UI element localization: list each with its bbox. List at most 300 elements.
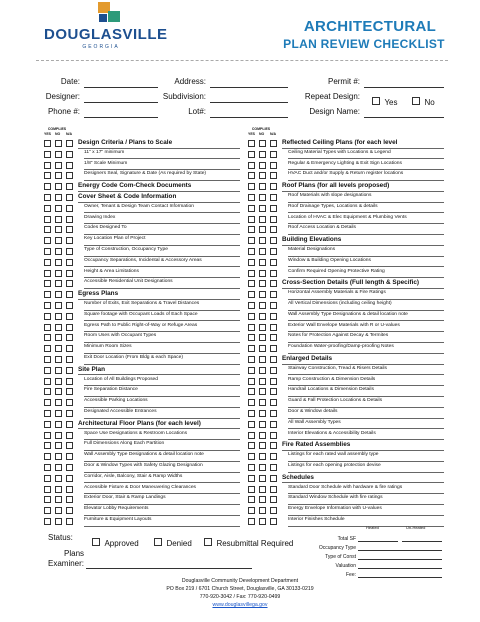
complies-na-checkbox[interactable]: [270, 367, 277, 374]
complies-yes-checkbox[interactable]: [248, 399, 255, 406]
complies-yes-checkbox[interactable]: [44, 313, 51, 320]
complies-yes-checkbox[interactable]: [44, 345, 51, 352]
complies-na-checkbox[interactable]: [66, 496, 73, 503]
complies-yes-checkbox[interactable]: [44, 162, 51, 169]
complies-yes-checkbox[interactable]: [248, 464, 255, 471]
complies-na-checkbox[interactable]: [66, 432, 73, 439]
complies-na-checkbox[interactable]: [270, 442, 277, 449]
complies-yes-checkbox[interactable]: [44, 507, 51, 514]
complies-yes-checkbox[interactable]: [248, 378, 255, 385]
unheated-sf-field[interactable]: [402, 541, 442, 542]
examiner-field[interactable]: [86, 568, 252, 569]
complies-no-checkbox[interactable]: [259, 334, 266, 341]
complies-na-checkbox[interactable]: [270, 205, 277, 212]
complies-yes-checkbox[interactable]: [248, 162, 255, 169]
complies-na-checkbox[interactable]: [270, 356, 277, 363]
complies-no-checkbox[interactable]: [259, 237, 266, 244]
date-label: Date:: [60, 77, 80, 86]
complies-no-checkbox[interactable]: [55, 388, 62, 395]
complies-no-checkbox[interactable]: [55, 302, 62, 309]
section-heading: Architectural Floor Plans (for each level): [78, 419, 201, 427]
right-checklist-row: [248, 462, 444, 473]
left-no-header: NO: [55, 132, 61, 136]
approved-option[interactable]: [92, 533, 139, 551]
complies-no-checkbox[interactable]: [55, 226, 62, 233]
complies-yes-checkbox[interactable]: [248, 194, 255, 201]
complies-no-checkbox[interactable]: [55, 442, 62, 449]
complies-na-checkbox[interactable]: [270, 453, 277, 460]
occupancy-type-field[interactable]: [358, 550, 442, 551]
complies-yes-checkbox[interactable]: [248, 518, 255, 525]
complies-yes-checkbox[interactable]: [248, 280, 255, 287]
complies-yes-checkbox[interactable]: [248, 421, 255, 428]
right-checklist-row: [248, 440, 444, 451]
complies-no-checkbox[interactable]: [259, 345, 266, 352]
complies-yes-checkbox[interactable]: [248, 496, 255, 503]
complies-yes-checkbox[interactable]: [248, 324, 255, 331]
complies-yes-checkbox[interactable]: [44, 486, 51, 493]
checklist-item-label: Drawing Index: [84, 214, 116, 220]
complies-na-checkbox[interactable]: [270, 475, 277, 482]
checklist-item-label: Location of HVAC & Elec Equipment & Plumbing Vents: [288, 214, 407, 220]
complies-no-checkbox[interactable]: [55, 270, 62, 277]
left-complies-header: COMPLIES: [47, 127, 67, 131]
address-label: Address:: [174, 77, 206, 86]
complies-no-checkbox[interactable]: [55, 248, 62, 255]
complies-yes-checkbox[interactable]: [44, 421, 51, 428]
complies-na-checkbox[interactable]: [66, 205, 73, 212]
no-checkbox[interactable]: [412, 97, 420, 105]
resubmittal-checkbox[interactable]: [204, 538, 212, 546]
complies-na-checkbox[interactable]: [270, 486, 277, 493]
right-checklist-row: [248, 224, 444, 235]
complies-yes-checkbox[interactable]: [44, 496, 51, 503]
complies-yes-checkbox[interactable]: [248, 388, 255, 395]
checklist-item-label: Elevator Lobby Requirements: [84, 506, 149, 512]
complies-yes-checkbox[interactable]: [44, 194, 51, 201]
complies-na-checkbox[interactable]: [66, 421, 73, 428]
complies-no-checkbox[interactable]: [259, 442, 266, 449]
complies-yes-checkbox[interactable]: [44, 475, 51, 482]
complies-yes-checkbox[interactable]: [248, 172, 255, 179]
fee-field[interactable]: [358, 577, 442, 578]
complies-na-checkbox[interactable]: [66, 410, 73, 417]
checklist-item-label: Room Uses with Occupant Types: [84, 333, 157, 339]
right-no-header: NO: [259, 132, 265, 136]
complies-no-checkbox[interactable]: [55, 464, 62, 471]
complies-na-checkbox[interactable]: [66, 194, 73, 201]
complies-na-checkbox[interactable]: [270, 216, 277, 223]
complies-no-checkbox[interactable]: [55, 259, 62, 266]
complies-na-checkbox[interactable]: [270, 237, 277, 244]
complies-yes-checkbox[interactable]: [44, 518, 51, 525]
left-checklist-row: [44, 484, 240, 495]
approved-checkbox[interactable]: [92, 538, 100, 546]
complies-yes-checkbox[interactable]: [44, 291, 51, 298]
complies-na-checkbox[interactable]: [270, 421, 277, 428]
complies-yes-checkbox[interactable]: [44, 356, 51, 363]
designer-field[interactable]: [84, 102, 158, 103]
complies-no-checkbox[interactable]: [259, 291, 266, 298]
complies-yes-checkbox[interactable]: [44, 280, 51, 287]
yes-checkbox[interactable]: [372, 97, 380, 105]
complies-no-checkbox[interactable]: [259, 270, 266, 277]
complies-no-checkbox[interactable]: [55, 205, 62, 212]
checklist-item-label: Ceiling Material Types with Locations & Legend: [288, 149, 391, 155]
complies-na-checkbox[interactable]: [66, 291, 73, 298]
complies-yes-checkbox[interactable]: [44, 140, 51, 147]
complies-yes-checkbox[interactable]: [248, 216, 255, 223]
complies-na-checkbox[interactable]: [270, 140, 277, 147]
checklist-item-label: Exterior Door, Stair & Ramp Landings: [84, 495, 166, 501]
complies-na-checkbox[interactable]: [270, 345, 277, 352]
type-const-field[interactable]: [358, 559, 442, 560]
complies-yes-checkbox[interactable]: [248, 486, 255, 493]
complies-na-checkbox[interactable]: [270, 313, 277, 320]
complies-na-checkbox[interactable]: [66, 140, 73, 147]
complies-no-checkbox[interactable]: [55, 486, 62, 493]
complies-na-checkbox[interactable]: [66, 507, 73, 514]
complies-yes-checkbox[interactable]: [248, 475, 255, 482]
complies-yes-checkbox[interactable]: [44, 367, 51, 374]
complies-no-checkbox[interactable]: [259, 486, 266, 493]
complies-na-checkbox[interactable]: [66, 302, 73, 309]
complies-no-checkbox[interactable]: [259, 172, 266, 179]
complies-yes-checkbox[interactable]: [248, 291, 255, 298]
complies-yes-checkbox[interactable]: [44, 183, 51, 190]
complies-na-checkbox[interactable]: [66, 183, 73, 190]
complies-na-checkbox[interactable]: [270, 464, 277, 471]
left-checklist-row: [44, 516, 240, 527]
checklist-item-label: Designated Accessible Entrances: [84, 409, 157, 414]
checklist-item-label: Fire Separation Distance: [84, 387, 138, 393]
checklist-item-label: Key Location Plan of Project: [84, 236, 146, 242]
subdivision-field[interactable]: [210, 102, 288, 103]
complies-no-checkbox[interactable]: [55, 216, 62, 223]
type-const-label: Type of Const: [325, 554, 356, 560]
valuation-field[interactable]: [358, 568, 442, 569]
complies-na-checkbox[interactable]: [270, 507, 277, 514]
complies-no-checkbox[interactable]: [55, 356, 62, 363]
complies-no-checkbox[interactable]: [259, 388, 266, 395]
complies-yes-checkbox[interactable]: [248, 453, 255, 460]
complies-yes-checkbox[interactable]: [248, 248, 255, 255]
complies-no-checkbox[interactable]: [259, 302, 266, 309]
complies-na-checkbox[interactable]: [66, 280, 73, 287]
left-checklist-row: [44, 203, 240, 214]
checklist-item-label: Exit Door Location (From Bldg & each Space): [84, 355, 183, 360]
left-checklist-row: [44, 214, 240, 225]
complies-na-checkbox[interactable]: [66, 172, 73, 179]
complies-no-checkbox[interactable]: [259, 507, 266, 514]
complies-no-checkbox[interactable]: [55, 291, 62, 298]
complies-na-checkbox[interactable]: [66, 270, 73, 277]
complies-yes-checkbox[interactable]: [248, 410, 255, 417]
section-heading: Roof Plans (for all levels proposed): [282, 182, 390, 190]
complies-na-checkbox[interactable]: [66, 399, 73, 406]
unheated-header: Un-Heated: [406, 525, 426, 530]
complies-yes-checkbox[interactable]: [44, 172, 51, 179]
complies-yes-checkbox[interactable]: [44, 216, 51, 223]
complies-na-checkbox[interactable]: [270, 388, 277, 395]
complies-yes-checkbox[interactable]: [44, 237, 51, 244]
complies-no-checkbox[interactable]: [259, 464, 266, 471]
page-subtitle: PLAN REVIEW CHECKLIST: [283, 37, 445, 51]
complies-no-checkbox[interactable]: [259, 453, 266, 460]
examiner-label: Examiner:: [48, 559, 85, 568]
complies-yes-checkbox[interactable]: [248, 313, 255, 320]
complies-no-checkbox[interactable]: [259, 216, 266, 223]
complies-yes-checkbox[interactable]: [248, 507, 255, 514]
complies-no-checkbox[interactable]: [55, 280, 62, 287]
complies-yes-checkbox[interactable]: [248, 259, 255, 266]
complies-na-checkbox[interactable]: [66, 334, 73, 341]
complies-na-checkbox[interactable]: [270, 248, 277, 255]
complies-na-checkbox[interactable]: [270, 432, 277, 439]
complies-no-checkbox[interactable]: [259, 496, 266, 503]
complies-na-checkbox[interactable]: [66, 324, 73, 331]
denied-checkbox[interactable]: [154, 538, 162, 546]
complies-no-checkbox[interactable]: [259, 226, 266, 233]
complies-na-checkbox[interactable]: [270, 162, 277, 169]
complies-yes-checkbox[interactable]: [44, 151, 51, 158]
complies-na-checkbox[interactable]: [270, 194, 277, 201]
complies-no-checkbox[interactable]: [55, 496, 62, 503]
complies-yes-checkbox[interactable]: [248, 356, 255, 363]
complies-na-checkbox[interactable]: [66, 216, 73, 223]
complies-na-checkbox[interactable]: [270, 399, 277, 406]
complies-no-checkbox[interactable]: [55, 237, 62, 244]
heated-header: Heated: [366, 525, 379, 530]
complies-yes-checkbox[interactable]: [44, 226, 51, 233]
complies-no-checkbox[interactable]: [55, 334, 62, 341]
complies-no-checkbox[interactable]: [259, 475, 266, 482]
complies-no-checkbox[interactable]: [259, 378, 266, 385]
complies-no-checkbox[interactable]: [259, 248, 266, 255]
checklist-item-label: Minimum Room Sizes: [84, 344, 132, 350]
complies-yes-checkbox[interactable]: [44, 399, 51, 406]
right-checklist-row: [248, 268, 444, 279]
complies-na-checkbox[interactable]: [66, 356, 73, 363]
left-checklist-row: [44, 311, 240, 322]
complies-yes-checkbox[interactable]: [248, 270, 255, 277]
complies-yes-checkbox[interactable]: [248, 226, 255, 233]
right-checklist-row: [248, 289, 444, 300]
complies-na-checkbox[interactable]: [66, 162, 73, 169]
complies-no-checkbox[interactable]: [259, 432, 266, 439]
complies-no-checkbox[interactable]: [259, 421, 266, 428]
checklist-item-label: Egress Path to Public Right-of-Way or Refuge Areas: [84, 322, 198, 328]
checklist-item-label: Confirm Required Opening Protective Rating: [288, 268, 385, 274]
right-checklist-row: [248, 332, 444, 343]
complies-no-checkbox[interactable]: [259, 140, 266, 147]
complies-yes-checkbox[interactable]: [44, 259, 51, 266]
complies-na-checkbox[interactable]: [66, 226, 73, 233]
address-field[interactable]: [210, 87, 288, 88]
complies-no-checkbox[interactable]: [259, 205, 266, 212]
design-name-field[interactable]: [364, 117, 444, 118]
complies-yes-checkbox[interactable]: [248, 205, 255, 212]
complies-no-checkbox[interactable]: [259, 280, 266, 287]
complies-na-checkbox[interactable]: [270, 378, 277, 385]
denied-option[interactable]: [154, 533, 192, 551]
complies-no-checkbox[interactable]: [55, 507, 62, 514]
complies-na-checkbox[interactable]: [270, 302, 277, 309]
checklist-item-label: Exterior Wall Envelope Materials with R or U-values: [288, 322, 400, 328]
repeat-design-yes[interactable]: [372, 92, 398, 110]
complies-no-checkbox[interactable]: [55, 162, 62, 169]
complies-no-checkbox[interactable]: [259, 324, 266, 331]
complies-no-checkbox[interactable]: [259, 259, 266, 266]
complies-yes-checkbox[interactable]: [44, 324, 51, 331]
permit-label: Permit #:: [327, 77, 360, 86]
complies-na-checkbox[interactable]: [270, 172, 277, 179]
complies-no-checkbox[interactable]: [55, 475, 62, 482]
complies-na-checkbox[interactable]: [270, 270, 277, 277]
checklist-item-label: All Vertical Dimensions (including ceiling height): [288, 301, 392, 306]
complies-na-checkbox[interactable]: [66, 475, 73, 482]
complies-no-checkbox[interactable]: [55, 421, 62, 428]
checklist-item-label: Accessible Fixture & Door Maneuvering Clearances: [84, 484, 196, 490]
complies-yes-checkbox[interactable]: [248, 334, 255, 341]
lot-field[interactable]: [210, 117, 288, 118]
permit-field[interactable]: [364, 87, 444, 88]
left-checklist-row: [44, 386, 240, 397]
complies-yes-checkbox[interactable]: [44, 464, 51, 471]
phone-field[interactable]: [84, 117, 158, 118]
complies-na-checkbox[interactable]: [66, 259, 73, 266]
complies-na-checkbox[interactable]: [270, 183, 277, 190]
complies-na-checkbox[interactable]: [66, 453, 73, 460]
section-heading: Schedules: [282, 473, 314, 481]
complies-na-checkbox[interactable]: [66, 345, 73, 352]
complies-no-checkbox[interactable]: [55, 172, 62, 179]
complies-no-checkbox[interactable]: [259, 367, 266, 374]
repeat-design-no[interactable]: [412, 92, 435, 110]
complies-yes-checkbox[interactable]: [44, 410, 51, 417]
complies-yes-checkbox[interactable]: [248, 140, 255, 147]
complies-yes-checkbox[interactable]: [248, 302, 255, 309]
complies-na-checkbox[interactable]: [66, 518, 73, 525]
complies-no-checkbox[interactable]: [259, 183, 266, 190]
complies-no-checkbox[interactable]: [259, 151, 266, 158]
complies-na-checkbox[interactable]: [270, 259, 277, 266]
complies-yes-checkbox[interactable]: [44, 270, 51, 277]
left-checklist-row: [44, 354, 240, 365]
complies-no-checkbox[interactable]: [55, 183, 62, 190]
complies-no-checkbox[interactable]: [259, 356, 266, 363]
complies-yes-checkbox[interactable]: [44, 442, 51, 449]
complies-no-checkbox[interactable]: [55, 399, 62, 406]
checklist-item-label: Interior Finishes Schedule: [288, 517, 345, 522]
complies-no-checkbox[interactable]: [55, 151, 62, 158]
complies-yes-checkbox[interactable]: [248, 151, 255, 158]
checklist-item-label: Wall Assembly Type Designations & detail location note: [288, 311, 408, 317]
complies-na-checkbox[interactable]: [270, 324, 277, 331]
complies-yes-checkbox[interactable]: [248, 442, 255, 449]
complies-na-checkbox[interactable]: [66, 442, 73, 449]
right-complies-header: COMPLIES: [251, 127, 271, 131]
checklist-item-label: Stairway Construction, Tread & Risers Details: [288, 365, 387, 371]
complies-na-checkbox[interactable]: [66, 248, 73, 255]
complies-na-checkbox[interactable]: [66, 378, 73, 385]
date-field[interactable]: [84, 87, 158, 88]
complies-yes-checkbox[interactable]: [248, 345, 255, 352]
right-checklist-row: [248, 300, 444, 311]
complies-no-checkbox[interactable]: [55, 324, 62, 331]
complies-na-checkbox[interactable]: [66, 313, 73, 320]
resubmittal-option[interactable]: [204, 533, 293, 551]
complies-na-checkbox[interactable]: [270, 151, 277, 158]
complies-no-checkbox[interactable]: [55, 432, 62, 439]
complies-na-checkbox[interactable]: [270, 280, 277, 287]
complies-yes-checkbox[interactable]: [248, 183, 255, 190]
complies-na-checkbox[interactable]: [270, 496, 277, 503]
complies-no-checkbox[interactable]: [55, 345, 62, 352]
complies-na-checkbox[interactable]: [270, 410, 277, 417]
department-website-link[interactable]: www.douglasvillega.gov: [212, 602, 268, 608]
complies-yes-checkbox[interactable]: [248, 432, 255, 439]
complies-yes-checkbox[interactable]: [248, 237, 255, 244]
complies-yes-checkbox[interactable]: [44, 302, 51, 309]
complies-yes-checkbox[interactable]: [44, 388, 51, 395]
complies-no-checkbox[interactable]: [55, 518, 62, 525]
heated-sf-field[interactable]: [358, 541, 398, 542]
complies-no-checkbox[interactable]: [55, 313, 62, 320]
checklist-item-label: Roof Access Location & Details: [288, 225, 356, 231]
complies-na-checkbox[interactable]: [270, 518, 277, 525]
complies-yes-checkbox[interactable]: [248, 367, 255, 374]
complies-na-checkbox[interactable]: [66, 388, 73, 395]
complies-no-checkbox[interactable]: [55, 410, 62, 417]
designer-label: Designer:: [45, 92, 80, 101]
complies-no-checkbox[interactable]: [259, 518, 266, 525]
left-checklist-row: [44, 170, 240, 181]
complies-no-checkbox[interactable]: [55, 453, 62, 460]
complies-na-checkbox[interactable]: [66, 151, 73, 158]
left-checklist-row: [44, 192, 240, 203]
complies-no-checkbox[interactable]: [259, 410, 266, 417]
complies-na-checkbox[interactable]: [66, 486, 73, 493]
complies-na-checkbox[interactable]: [270, 334, 277, 341]
complies-yes-checkbox[interactable]: [44, 432, 51, 439]
complies-no-checkbox[interactable]: [55, 367, 62, 374]
complies-na-checkbox[interactable]: [66, 464, 73, 471]
complies-yes-checkbox[interactable]: [44, 248, 51, 255]
complies-yes-checkbox[interactable]: [44, 205, 51, 212]
complies-na-checkbox[interactable]: [270, 226, 277, 233]
complies-yes-checkbox[interactable]: [44, 334, 51, 341]
complies-na-checkbox[interactable]: [270, 291, 277, 298]
checklist-item-label: Regular & Emergency Lighting & Exit Sign Locations: [288, 160, 402, 166]
complies-no-checkbox[interactable]: [259, 162, 266, 169]
complies-no-checkbox[interactable]: [55, 140, 62, 147]
logo-name: DOUGLASVILLE: [44, 26, 168, 43]
right-checklist-row: [248, 149, 444, 160]
right-checklist-row: [248, 451, 444, 462]
complies-na-checkbox[interactable]: [66, 367, 73, 374]
complies-yes-checkbox[interactable]: [44, 378, 51, 385]
complies-yes-checkbox[interactable]: [44, 453, 51, 460]
complies-no-checkbox[interactable]: [259, 313, 266, 320]
complies-na-checkbox[interactable]: [66, 237, 73, 244]
complies-no-checkbox[interactable]: [55, 378, 62, 385]
complies-no-checkbox[interactable]: [259, 399, 266, 406]
checklist-item-label: 1/8" Scale Minimum: [84, 160, 128, 166]
complies-no-checkbox[interactable]: [55, 194, 62, 201]
occupancy-type-label: Occupancy Type: [318, 545, 356, 551]
complies-no-checkbox[interactable]: [259, 194, 266, 201]
